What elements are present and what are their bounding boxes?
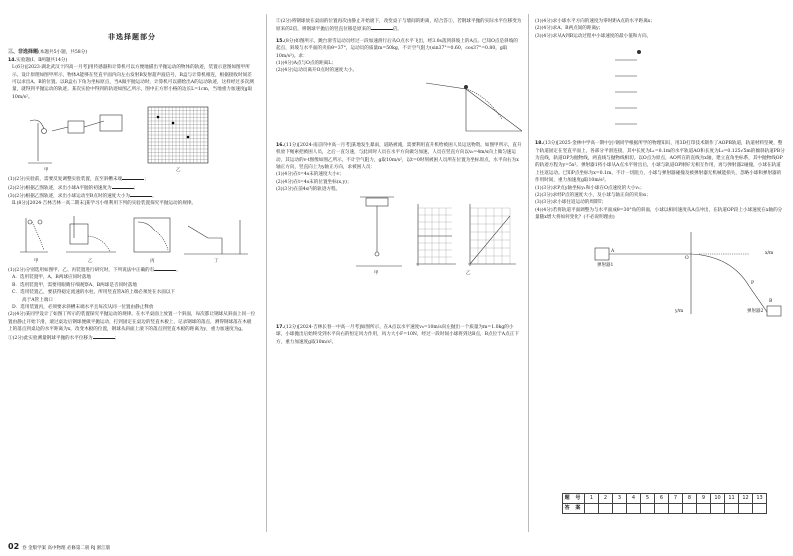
q18-label-x: x/m — [765, 250, 774, 256]
answer-num: 11 — [725, 494, 739, 504]
answer-num: 9 — [697, 494, 711, 504]
q16-figure — [276, 194, 522, 278]
q18-label-spring2: 弹射器2 — [747, 308, 764, 314]
q14-sub1: (1)(2分)实验前，需要反复调整实验装置，直至斜槽末端 ； — [8, 177, 149, 183]
answer-table-head-answers: 答 案 — [563, 504, 585, 514]
answer-table — [562, 493, 767, 514]
answer-num: 3 — [613, 494, 627, 504]
q14-fig-label-yi: 乙 — [176, 168, 181, 174]
q18-sub3: (3)(3分)求小球往返运动的周期T； — [535, 200, 607, 206]
column-divider-2 — [528, 14, 529, 532]
answer-num: 13 — [753, 494, 767, 504]
q17-sub3: (3)(4分)求从A到B运动过程中小球速度的最小值和方向。 — [535, 33, 652, 39]
page-number: 02 — [8, 541, 20, 551]
q15-figure-svg — [276, 75, 522, 141]
q14-option-c: C．选用装置乙，要获得稳定流速的水柱，所用竖直管A的上端必须处在水面以下 — [12, 290, 176, 296]
q14-sub4: (1)(2分)分别选用如图甲、乙、丙装置进行研究时，下列说法中正确的有 。 — [8, 267, 181, 273]
q14-figure-2 — [8, 208, 256, 266]
answer-table-row-numbers — [563, 494, 767, 504]
answer-cell[interactable] — [655, 504, 669, 514]
q18-label-a: A — [611, 248, 615, 254]
question-18: 18.(13分)[2025·金林中学高一期中]小钢同学根据所学的物理知识，用3D打印技术制作了AOPB轨道，轨道材料坚硬，整个轨道固定在竖直平面上，各部分平滑连接，其中长度为L₁=0.1m的水平轨道AO和长度为L₂=0.125√5m的倾斜轨道PB分为直线，轨道OP为抛物线，两直线与抛物线相切。以O点为原点，AO所在的直线为x轴，建立直角坐标系，其中抛物线OP的轨迹方程为y=5x²。弹射器1将小球从A点水平射出后，小球与轨道OP刚好无相互作用，再与弹射器2碰撞，小球在轨道上往返运动。已知P点坐标为x=0.1m，不计一切阻力，小球与弹射器碰撞及被弹射器无机械能损失，忽略小球和弹射器的作用时间，重力加速度g取10m/s²。 (1)(3分)求P点y轴坐标y₁和小球在O点速度的大小v₁； (2)(3分)求经P点的速度大小，及小球与轴正向的夹角α； (3)(3分)求小球往返运动的周期T； (4)(4分)若将轨道平面调整为与水平面成θ=30°角的斜面，小球以相同速度从A点冲出，在轨道OP段上小球速度在x轴的分量随x增大将如何变化？(不必说明理由) 弹射器1 弹射器2 A O P B x/m y/m — [535, 140, 785, 319]
answer-num: 8 — [683, 494, 697, 504]
q18-figure — [535, 222, 785, 320]
q18-label-o: O — [685, 255, 689, 261]
answer-cell[interactable] — [683, 504, 697, 514]
q17-sub2: (2)(4分)求A、B两点间的距离y； — [535, 26, 604, 32]
q17-figure-svg — [535, 40, 785, 140]
answer-cell[interactable] — [669, 504, 683, 514]
q14-fig2-label-yi: 乙 — [88, 258, 93, 264]
answer-num: 10 — [711, 494, 725, 504]
q16-sub3: (3)(3分)在前4s内的轨迹方程。 — [276, 187, 341, 193]
q15-sub1: (1)(4分)A点与O点的距离L； — [276, 61, 336, 67]
q18-label-spring1: 弹射器1 — [597, 262, 614, 268]
answer-num: 2 — [599, 494, 613, 504]
answer-num: 6 — [655, 494, 669, 504]
q15-figure — [276, 75, 522, 141]
q16-fig-label-jia: 甲 — [374, 270, 379, 276]
q18-label-y: y/m — [675, 308, 684, 314]
q14-fig2-label-ding: 丁 — [214, 258, 219, 264]
q14-fig2-label-jia: 甲 — [34, 258, 39, 264]
column-middle — [276, 18, 522, 347]
q14-figure-1-svg — [8, 101, 256, 175]
answer-cell[interactable] — [739, 504, 753, 514]
column-left — [8, 18, 256, 343]
q14-fig-label-jia: 甲 — [44, 168, 49, 174]
q18-sub1: (1)(3分)求P点y轴坐标y₁和小球在O点速度的大小v₁； — [535, 185, 645, 191]
column-divider-1 — [266, 14, 267, 532]
q14-option-c2: 高于A管上端口 — [22, 297, 53, 303]
q14-sub2: (2)(2分)根据乙图轨迹，求出小球A平抛的初速度为 ； — [8, 185, 139, 191]
q14-sub7: ②(2分)将钢球放在桌面的位置再次由静止开始滚下，改变桌子与墙间的距离，结合答①，若钢球平抛的实际水平位移变为原来的2倍，则钢球平抛后的竖直位移是原来的 倍。 — [276, 19, 522, 33]
q18-label-p: P — [751, 280, 755, 286]
q14-sub6: ①(2分)此实验测量钢球平抛的水平位移为 ； — [8, 335, 120, 341]
answer-cell[interactable] — [627, 504, 641, 514]
q15-sub2: (2)(4分)运动员离开O点时的速度大小。 — [276, 68, 358, 74]
answer-cell[interactable] — [697, 504, 711, 514]
answer-num: 5 — [641, 494, 655, 504]
answer-cell[interactable] — [599, 504, 613, 514]
q14-option-d: D．选用装置丙，必须要求斜槽末端水平且每次从同一位置由静止释放 — [12, 304, 154, 310]
q14-sub5: (2)(4分)某同学设计了如图丁所示的装置探究平抛运动的规律。在水平桌面上放置一个斜面，每次都让钢球从斜面上同一位置由静止开始下滑，滚过桌边后钢球便做平抛运动，打到固定在桌边的竖直木板上，记录钢球的落点，测得钢球落在木板上的落点到桌边的水平距离为x，改变木板的位置，钢球从斜面上滚下的落点到竖直木板的距离为y，重力加速度为g。 — [8, 312, 256, 333]
q16-fig-label-yi: 乙 — [466, 270, 471, 276]
q18-figure-svg — [535, 222, 785, 320]
answer-table-head-numbers: 题 号 — [563, 494, 585, 504]
page-footer — [8, 543, 110, 552]
q14-part2-text: Ⅱ.(8分)[2024·吉林吉林一高二期末]某学习小组利用下列的实验装置探究平抛运动的规律。 — [12, 201, 197, 207]
q18-sub4: (4)(4分)若将轨道平面调整为与水平面成θ=30°角的斜面，小球以相同速度从A点冲出，在轨道OP段上小球速度在x轴的分量随x增大将如何变化？(不必说明理由) — [535, 207, 783, 221]
answer-num: 7 — [669, 494, 683, 504]
q16-sub2: (2)(4分)在t=4s末的位置坐标(x,y)； — [276, 179, 352, 185]
q17-sub1: (1)(4分)求小球水平方向的速度为零时距A点的水平距离x； — [535, 19, 655, 24]
question-16: 16.(11分)[2024·南京四中高一月考]某地发生暴雨，道路被淹，需要利用直升机给被困人员运送物资。如图甲所示，直升机放下绳索把被困人员，之后一直匀速，与此同时人员在水平方向做匀加速，人员在竖直方向以v₀=4m/s向上做匀速运动，其运动的v-t图像如图乙所示，不计空气阻力，g取10m/s²，以t=0时刻被困人员所在位置为坐标原点，水平向右为x轴正方向，竖直向上为y轴正方向，求被困人员： (1)(4分)在t=4s末的速度大小v； (2)(4分)在t=4s末的位置坐标(x,y)； (3)(3分)在前4s内的轨迹方程。 甲 乙 — [276, 142, 522, 276]
answer-cell[interactable] — [725, 504, 739, 514]
q14-part1-text: Ⅰ.(6分)[2023·湖北武汉十四高一月考]用传感器和计算机可以方便地描出平抛运动的物体的轨迹，装置示意图如图甲所示。设计原理如图甲所示，物体A能够在竖直平面内向左右发射B发射超声波信号，B盒与计算机相连，根据接收时间差可以求出A、B的位置。以B盒右下角为坐标原点，当A做平抛运动时，计算机可以描绘出A的运动轨迹，这样经过多次测量，就得到平抛运动的轨迹。某次实验中得到的轨迹如图乙所示，图中正方形小格的边长L=1cm，当地重力加速度g取10m/s²。 — [12, 65, 254, 100]
q16-figure-svg — [276, 194, 522, 272]
question-14: 14.实验题(Ⅰ、Ⅱ两题共14分) Ⅰ.(6分)[2023·湖北武汉十四高一月考]用传感器和计算机可以方便地描出平抛运动的物体的轨迹，装置示意图如图甲所示。设计原理如图甲所示，物体A能够在竖直平面内向左右发射B发射超声波信号，B盒与计算机相连，根据接收时间差可以求出A、B的位置。以B盒右下角为坐标原点，当A做平抛运动时，计算机可以描绘出A的运动轨迹，这样经过多次测量，就得到平抛运动的轨迹。某次实验中得到的轨迹如图乙所示，图中正方形小格的边长L=1cm，当地重力加速度g取10m/s²。 甲 乙 (1)(2分)实验前，需要反复调整实验装置，直至斜槽末端 ； (2)(2分)根据乙图轨迹，求出小球A平抛的初速度为 ； (3)(2分)根据乙图轨迹，求出小球运动至B点时的速度大小为 。 Ⅱ.(8分)[2024·吉林吉林一高二期末]某学习小组利用下列的实验装置探究平抛运动的规律。 甲 乙 丙 丁 (1)(2分)分别选用如图甲、乙、丙装置进行研究时，下列说法中正确的有 。 A．选用装置甲，A、B两球应同时落地 B．选用装置甲，需要用眼睛仔细观察A、B两球是否同时落地 C．选用装置乙，要获得稳定流速的水柱，所用竖直管A的上端必须处在水面以下 高于A管上端口 D．选用装置丙，必须要求斜槽末端水平且每次从同一位置由静止释放 (2)(4分)某同学设计了如图丁所示的装置探究平抛运动的规律。在水平桌面上放置一个斜面，每次都让钢球从斜面上同一位置由静止开始下滑，滚过桌边后钢球便做平抛运动，打到固定在桌边的竖直木板上，记录钢球的落点，测得钢球落在木板上的落点到桌边的水平距离为x，改变木板的位置，钢球从斜面上滚下的落点到竖直木板的距离为y，重力加速度为g。 ①(2分)此实验测量钢球平抛的水平位移为 ； — [8, 57, 256, 341]
answer-cell[interactable] — [753, 504, 767, 514]
q14-option-a: A．选用装置甲，A、B两球应同时落地 — [12, 275, 91, 281]
q14-option-b: B．选用装置甲，需要用眼睛仔细观察A、B两球是否同时落地 — [12, 282, 137, 288]
q18-sub2: (2)(3分)求经P点的速度大小，及小球与轴正向的夹角α； — [535, 193, 651, 199]
answer-num: 4 — [627, 494, 641, 504]
answer-cell[interactable] — [585, 504, 599, 514]
footer-text: 卷 金版学案 高中物理 必修第二册 RJ 浙江版 — [22, 545, 111, 551]
answer-cell[interactable] — [613, 504, 627, 514]
q18-label-b: B — [769, 298, 773, 304]
column-right — [535, 18, 785, 321]
section-heading: 三、非选择题(本题共5小题，共58分) — [8, 49, 88, 56]
q14-sub3: (3)(2分)根据乙图轨迹，求出小球运动至B点时的速度大小为 。 — [8, 194, 157, 200]
question-17: 17.(12分)[2024·吉林长春一中高一月考]如图所示，在A点以水平速度v₀=10m/s向左抛出一个质量为m=1.0kg的小球，小球抛出后始终受到水平向右的恒定风力作用，风力大小F=10N，经过一段时间小球将到达B点，B点位于A点正下方，重力加速度g取10m/s²。 — [276, 324, 519, 345]
answer-table-row-answers — [563, 504, 767, 514]
section-title: 非选择题部分 — [108, 33, 156, 41]
q14-fig2-label-bing: 丙 — [150, 258, 155, 264]
answer-num: 12 — [739, 494, 753, 504]
question-15: 15.(8分)如图所示，跳台滑雪运动员经过一段加速滑行后从O点水平飞出，经3.0s落到斜坡上的A点。已知O点是斜坡的起点，斜坡与水平面的夹角θ=37°，运动员的质量m=50kg，不计空气阻力(sin37°=0.60，cos37°=0.80，g取10m/s²)。求： (1)(4分)A点与O点的距离L； (2)(4分)运动员离开O点时的速度大小。 — [276, 38, 522, 141]
answer-cell[interactable] — [711, 504, 725, 514]
answer-cell[interactable] — [641, 504, 655, 514]
answer-num: 1 — [585, 494, 599, 504]
q14-figure-2-svg — [8, 208, 256, 258]
q16-sub1: (1)(4分)在t=4s末的速度大小v； — [276, 172, 344, 178]
q14-figure-1 — [8, 101, 256, 175]
q17-figure — [535, 40, 785, 140]
